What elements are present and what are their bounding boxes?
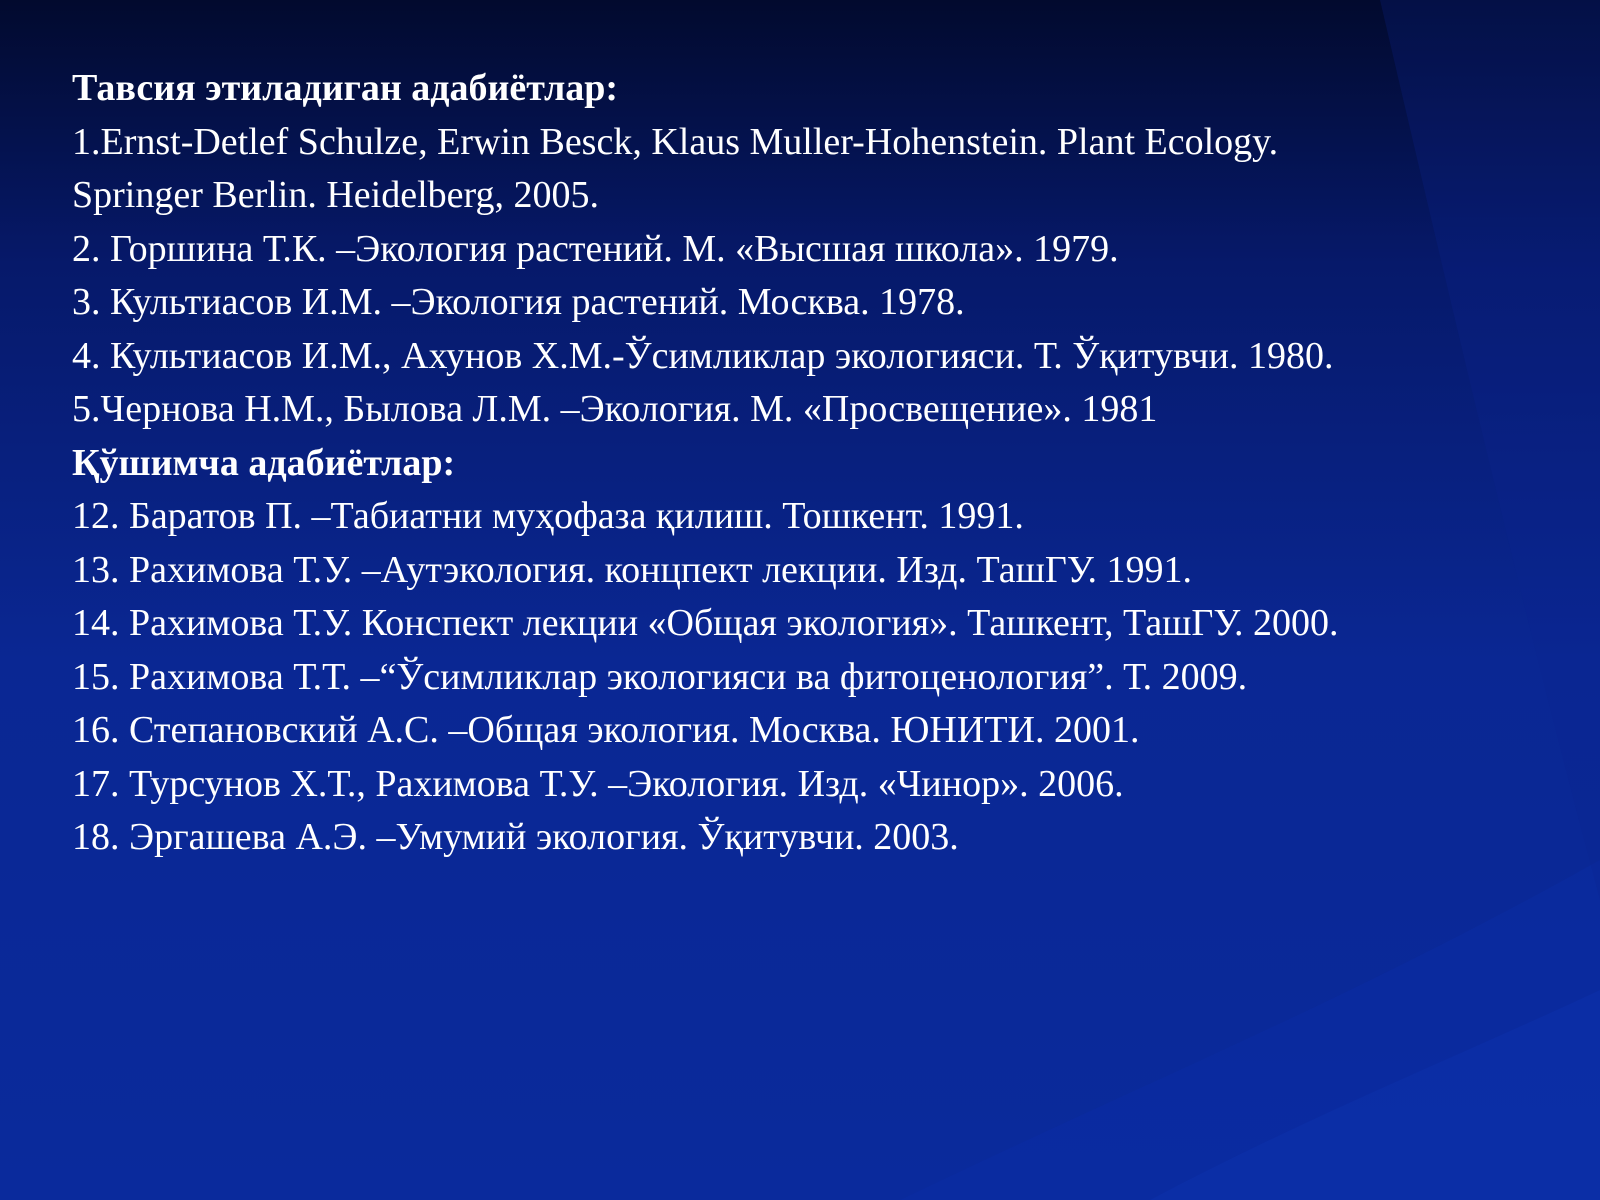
- additional-literature-heading: Қўшимча адабиётлар:: [72, 441, 456, 484]
- additional-reference-item: 12. Баратов П. –Табиатни муҳофаза қилиш. Тошкент. 1991.: [72, 495, 1024, 537]
- reference-item: 4. Культиасов И.М., Ахунов Х.М.-Ўсимликлар экологияси. Т. Ўқитувчи. 1980.: [72, 334, 1334, 377]
- additional-reference-item: 16. Степановский А.С. –Общая экология. Москва. ЮНИТИ. 2001.: [72, 709, 1140, 751]
- reference-item: 3. Культиасов И.М. –Экология растений. Москва. 1978.: [72, 281, 965, 323]
- reference-item: 2. Горшина Т.К. –Экология растений. М. «Высшая школа». 1979.: [72, 227, 1119, 270]
- additional-reference-item: 14. Рахимова Т.У. Конспект лекции «Общая экология». Ташкент, ТашГУ. 2000.: [72, 602, 1339, 644]
- recommended-literature-heading: Тавсия этиладиган адабиётлар:: [72, 67, 619, 109]
- additional-reference-item: 13. Рахимова Т.У. –Аутэкология. концпект лекции. Изд. ТашГУ. 1991.: [72, 548, 1193, 591]
- reference-item: Springer Berlin. Heidelberg, 2005.: [72, 174, 599, 216]
- additional-reference-item: 15. Рахимова Т.Т. –“Ўсимликлар экологияси ва фитоценология”. Т. 2009.: [72, 655, 1248, 698]
- references-block: [72, 62, 1572, 865]
- reference-item: 1.Ernst-Detlef Schulze, Erwin Besck, Klaus Muller-Hohenstein. Plant Ecology.: [72, 120, 1279, 163]
- additional-reference-item: 18. Эргашева А.Э. –Умумий экология. Ўқитувчи. 2003.: [72, 816, 959, 858]
- reference-item: 5.Чернова Н.М., Былова Л.М. –Экология. М. «Просвещение». 1981: [72, 388, 1158, 430]
- additional-reference-item: 17. Турсунов Х.Т., Рахимова Т.У. –Экология. Изд. «Чинор». 2006.: [72, 762, 1124, 805]
